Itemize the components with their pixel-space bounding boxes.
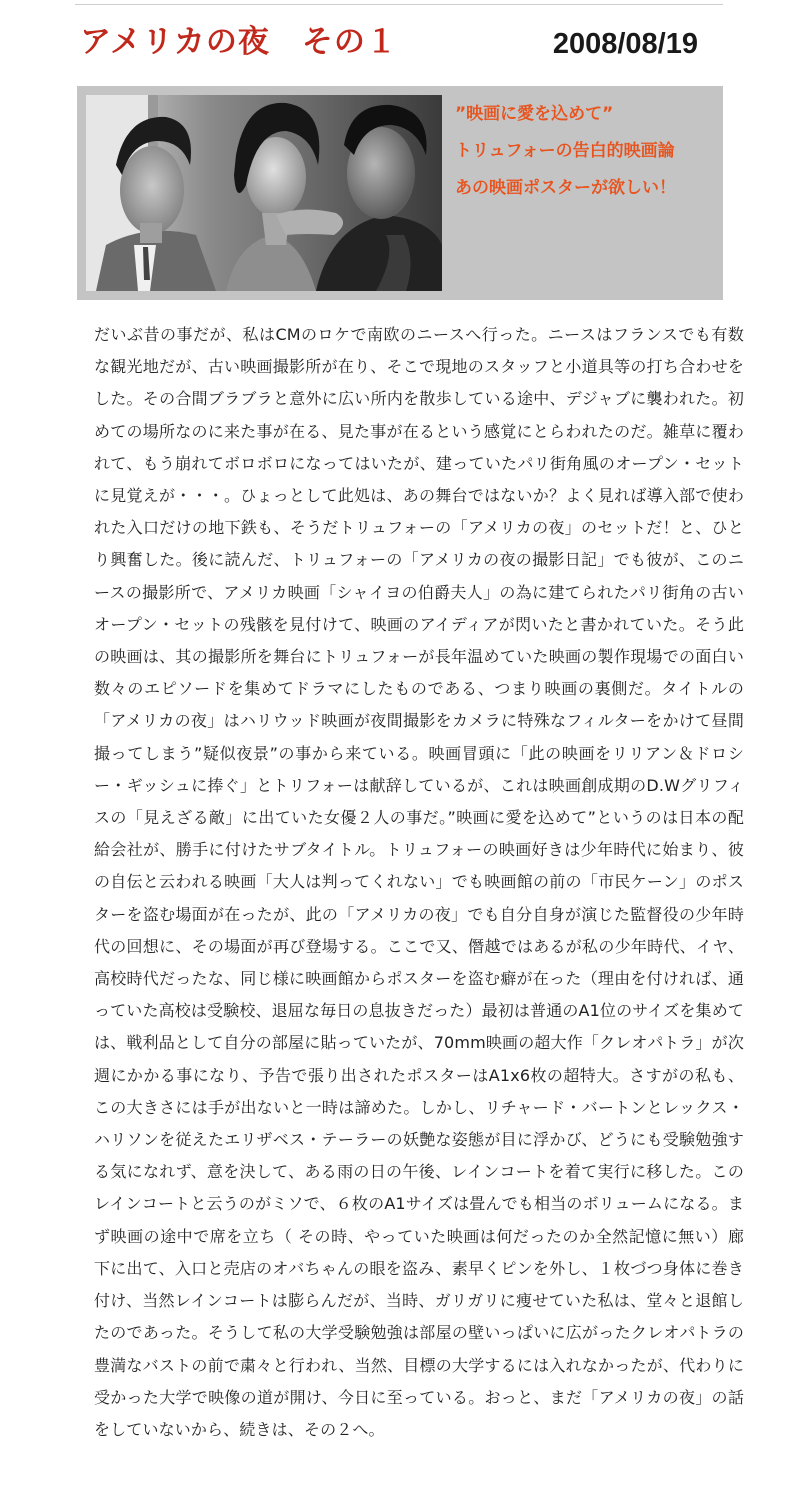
feature-banner: [77, 86, 723, 300]
article-paragraph: だいぶ昔の事だが、私はCMのロケで南欧のニースへ行った。ニースはフランスでも有数な観光地だが、古い映画撮影所が在り、そこで現地のスタッフと小道具等の打ち合わせをした。その合間ブラブラと意外に広い所内を散歩している途中、デジャブに襲われた。初めての場所なのに来た事が在る、見た事が在るという感覚にとらわれたのだ。雑草に覆われて、もう崩れてボロボロになってはいたが、建っていたパリ街角風のオープン・セットに見覚えが・・・。ひょっとして此処は、あの舞台ではないか？よく見れば導入部で使われた入口だけの地下鉄も、そうだトリュフォーの「アメリカの夜」のセットだ！と、ひとり興奮した。後に読んだ、トリュフォーの「アメリカの夜の撮影日記」でも彼が、このニースの撮影所で、アメリカ映画「シャイヨの伯爵夫人」の為に建てられたパリ街角の古いオープン・セットの残骸を見付けて、映画のアイディアが閃いたと書かれていた。そう此の映画は、其の撮影所を舞台にトリュフォーが長年温めていた映画の製作現場での面白い数々のエピソードを集めてドラマにしたものである、つまり映画の裏側だ。タイトルの「アメリカの夜」はハリウッド映画が夜間撮影をカメラに特殊なフィルターをかけて昼間撮ってしまう”疑似夜景”の事から来ている。映画冒頭に「此の映画をリリアン＆ドロシー・ギッシュに捧ぐ」とトリフォーは献辞しているが、これは映画創成期のD.Wグリフィスの「見えざる敵」に出ていた女優２人の事だ。”映画に愛を込めて”というのは日本の配給会社が、勝手に付けたサブタイトル。トリュフォーの映画好きは少年時代に始まり、彼の自伝と云われる映画「大人は判ってくれない」でも映画館の前の「市民ケーン」のポスターを盗む場面が在ったが、此の「アメリカの夜」でも自分自身が演じた監督役の少年時代の回想に、その場面が再び登場する。ここで又、僭越ではあるが私の少年時代、イヤ、高校時代だったな、同じ様に映画館からポスターを盗む癖が在った（理由を付ければ、通っていた高校は受験校、退屈な毎日の息抜きだった）最初は普通のA1位のサイズを集めては、戦利品として自分の部屋に貼っていたが、70mm映画の超大作「クレオパトラ」が次週にかかる事になり、予告で張り出されたポスターはA1x6枚の超特大。さすがの私も、この大きさには手が出ないと一時は諦めた。しかし、リチャード・バートンとレックス・ハリソンを従えたエリザベス・テーラーの妖艶な姿態が目に浮かび、どうにも受験勉強する気になれず、意を決して、ある雨の日の午後、レインコートを着て実行に移した。このレインコートと云うのがミソで、６枚のA1サイズは畳んでも相当のボリュームになる。まず映画の途中で席を立ち（ その時、やっていた映画は何だったのか全然記憶に無い）廊下に出て、入口と売店のオバちゃんの眼を盗み、素早くピンを外し、１枚づつ身体に巻き付け、当然レインコートは膨らんだが、当時、ガリガリに痩せていた私は、堂々と退館したのであった。そうして私の大学受験勉強は部屋の壁いっぱいに広がったクレオパトラの豊満なバストの前で粛々と行われ、当然、目標の大学するには入れなかったが、代わりに受かった大学で映像の道が開け、今日に至っている。おっと、まだ「アメリカの夜」の話をしていないから、続きは、その２へ。: [94, 325, 744, 1439]
post-date: 2008/08/19: [552, 28, 698, 60]
film-still-photo: [86, 95, 442, 291]
article-body: [94, 319, 744, 1446]
post-title: アメリカの夜 その１: [80, 24, 398, 60]
post-header: [80, 20, 720, 70]
tagline-line-1: ”映画に愛を込めて”: [455, 104, 614, 124]
tagline-line-2: トリュフォーの告白的映画論: [455, 141, 675, 161]
banner-tagline: [455, 96, 717, 207]
tagline-line-3: あの映画ポスターが欲しい！: [455, 178, 676, 198]
top-divider: [75, 4, 723, 5]
